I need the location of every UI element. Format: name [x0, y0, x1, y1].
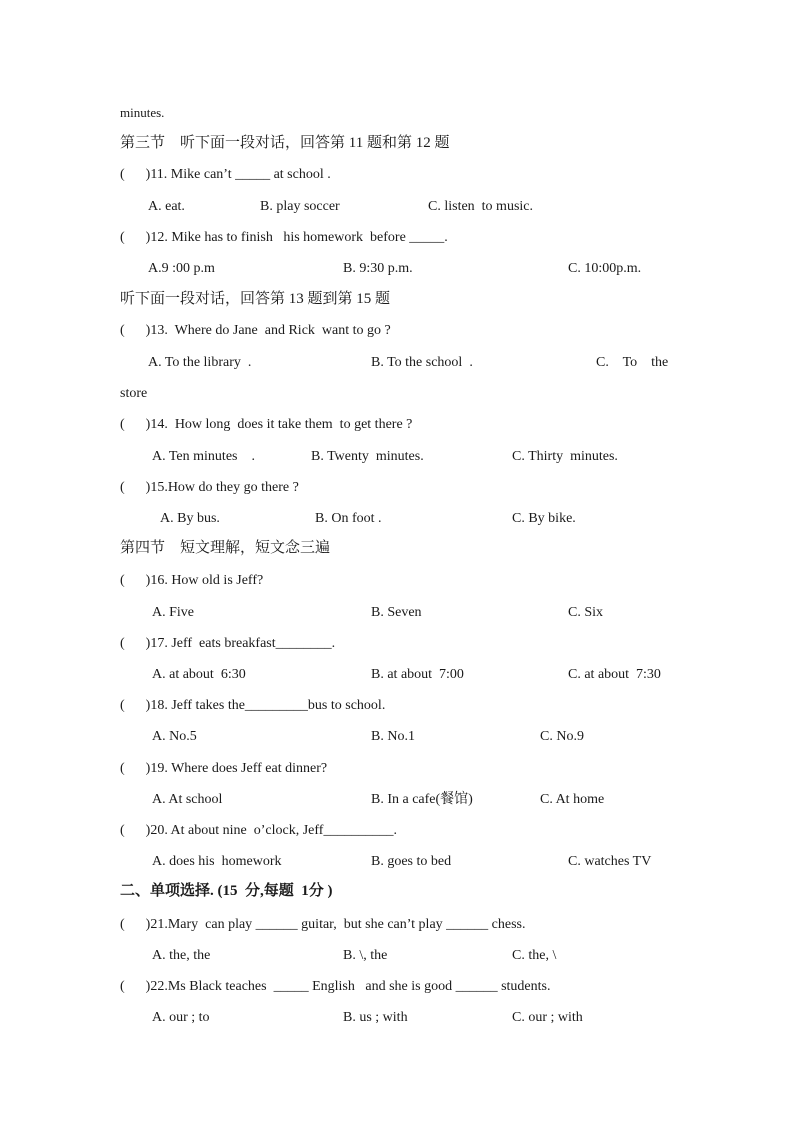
option-a: A. Five	[152, 605, 194, 620]
question: ( )15.How do they go there ?	[120, 480, 299, 495]
option-b: B. us ; with	[343, 1010, 408, 1025]
option-b: B. In a cafe(餐馆)	[371, 792, 473, 807]
option-a: A. No.5	[152, 729, 197, 744]
option-c: C. Thirty minutes.	[512, 449, 618, 464]
option-c: C. No.9	[540, 729, 584, 744]
option-c: C. listen to music.	[428, 199, 533, 214]
option-a: A. our ; to	[152, 1010, 210, 1025]
part-heading: 二、单项选择. (15 分,每题 1分 )	[120, 883, 333, 899]
question: ( )12. Mike has to finish his homework before _____.	[120, 230, 448, 245]
option-b: B. On foot .	[315, 511, 382, 526]
question: ( )21.Mary can play ______ guitar, but she can’t play ______ chess.	[120, 917, 526, 932]
section-heading: 第四节 短文理解，短文念三遍	[120, 540, 331, 556]
option-b: B. 9:30 p.m.	[343, 261, 413, 276]
question: ( )18. Jeff takes the_________bus to school.	[120, 698, 386, 713]
option-b: B. Seven	[371, 605, 422, 620]
question: ( )13. Where do Jane and Rick want to go ?	[120, 323, 391, 338]
option-a: A.9 :00 p.m	[148, 261, 215, 276]
text-line: minutes.	[120, 105, 165, 120]
question: ( )19. Where does Jeff eat dinner?	[120, 761, 328, 776]
option-b: B. play soccer	[260, 199, 340, 214]
section-heading: 听下面一段对话，回答第 13 题到第 15 题	[120, 291, 391, 307]
option-b: B. Twenty minutes.	[311, 449, 424, 464]
option-b: B. To the school .	[371, 355, 473, 370]
question: ( )17. Jeff eats breakfast________.	[120, 636, 336, 651]
option-c: C. 10:00p.m.	[568, 261, 642, 276]
option-b: B. \, the	[343, 948, 388, 963]
option-a: A. Ten minutes .	[152, 449, 255, 464]
option-a: A. At school	[152, 792, 223, 807]
question: ( )16. How old is Jeff?	[120, 573, 264, 588]
option-c: C. Six	[568, 605, 604, 620]
question: ( )14. How long does it take them to get there ?	[120, 417, 413, 432]
question: ( )20. At about nine o’clock, Jeff__________.	[120, 823, 397, 838]
option-c: C. watches TV	[568, 854, 652, 869]
option-c: C. at about 7:30	[568, 667, 661, 682]
option-b: B. goes to bed	[371, 854, 452, 869]
option-a: A. To the library .	[148, 355, 252, 370]
question: ( )11. Mike can’t _____ at school .	[120, 167, 331, 182]
option-c: C. By bike.	[512, 511, 576, 526]
question: ( )22.Ms Black teaches _____ English and she is good ______ students.	[120, 979, 551, 994]
option-a: A. By bus.	[160, 511, 220, 526]
option-c: C. At home	[540, 792, 605, 807]
option-c: C. our ; with	[512, 1010, 583, 1025]
option-c: C. the, \	[512, 948, 557, 963]
option-b: B. No.1	[371, 729, 415, 744]
section-heading: 第三节 听下面一段对话，回答第 11 题和第 12 题	[120, 135, 450, 151]
text-line: store	[120, 386, 148, 401]
option-a: A. the, the	[152, 948, 211, 963]
option-a: A. eat.	[148, 199, 185, 214]
option-a: A. at about 6:30	[152, 667, 246, 682]
option-c: C. To the	[596, 355, 669, 370]
option-a: A. does his homework	[152, 854, 282, 869]
option-b: B. at about 7:00	[371, 667, 464, 682]
